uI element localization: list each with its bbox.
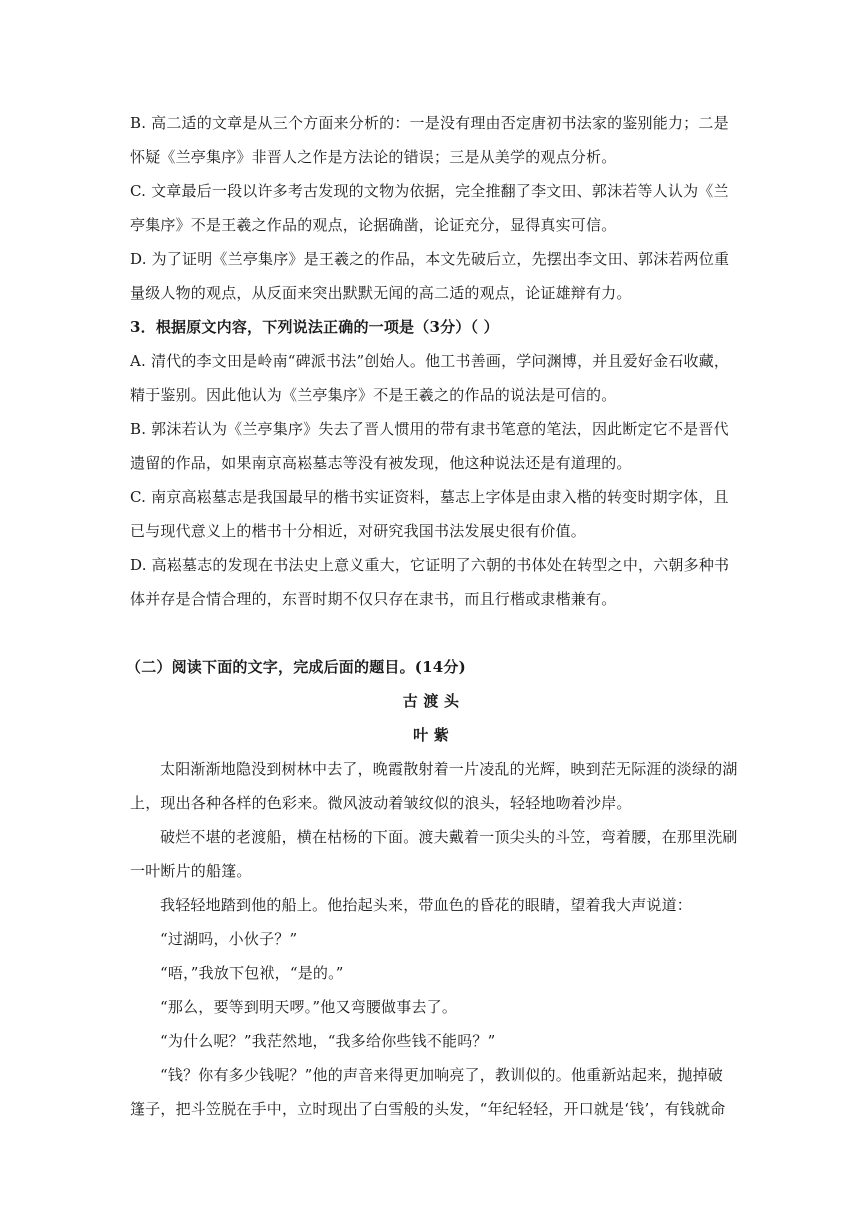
text-line: 体并存是合情合理的，东晋时期不仅只存在隶书，而且行楷或隶楷兼有。 [130, 590, 617, 608]
text-line: D. 为了证明《兰亭集序》是王羲之的作品，本文先破后立，先摆出李文田、郭沫若两位重 [130, 250, 730, 268]
story-author: 叶 紫 [413, 726, 449, 744]
story-paragraph [130, 1058, 732, 1126]
text-line: D. 高崧墓志的发现在书法史上意义重大，它证明了六朝的书体处在转型之中，六朝多种书 [130, 556, 730, 574]
text-line: 上，现出各种各样的色彩来。微风波动着皱纹似的浪头，轻轻地吻着沙岸。 [130, 794, 632, 812]
text-line: A. 清代的李文田是岭南“碑派书法”创始人。他工书善画，学问渊博，并且爱好金石收藏， [130, 352, 730, 370]
text-line: 太阳渐渐地隐没到树林中去了，晚霞散射着一片凌乱的光辉，映到茫无际涯的淡绿的湖 [160, 760, 738, 778]
text-line: “钱？你有多少钱呢？”他的声音来得更加响亮了，教训似的。他重新站起来，抛掉破 [160, 1066, 723, 1084]
text-line: 破烂不堪的老渡船，横在枯杨的下面。渡夫戴着一顶尖头的斗笠，弯着腰，在那里洗刷 [160, 828, 738, 846]
section-heading: （二）阅读下面的文字，完成后面的题目。(14分) [126, 658, 466, 676]
text-line: B. 郭沫若认为《兰亭集序》失去了晋人惯用的带有隶书笔意的笔法，因此断定它不是晋代 [130, 420, 729, 438]
dialogue-line: “那么，要等到明天啰。”他又弯腰做事去了。 [160, 998, 458, 1016]
text-line: 遗留的作品，如果南京高崧墓志等没有被发现，他这种说法还是有道理的。 [130, 454, 632, 472]
text-line: 怀疑《兰亭集序》非晋人之作是方法论的错误；三是从美学的观点分析。 [130, 148, 617, 166]
q3-option-d [130, 548, 732, 616]
story-paragraph [130, 820, 738, 888]
q3-option-b [130, 412, 732, 480]
story-paragraph: 我轻轻地踏到他的船上。他抬起头来，带血色的昏花的眼睛，望着我大声说道： [160, 896, 693, 914]
q3-option-c [130, 480, 732, 548]
q3-option-a [130, 344, 732, 412]
text-line: 一叶断片的船篷。 [130, 862, 252, 880]
text-line: C. 文章最后一段以许多考古发现的文物为依据，完全推翻了李文田、郭沫若等人认为《兰 [130, 182, 729, 200]
document-content [126, 106, 738, 1126]
dialogue-line: “为什么呢？”我茫然地，“我多给你些钱不能吗？” [160, 1032, 496, 1050]
text-line: 已与现代意义上的楷书十分相近，对研究我国书法发展史很有价值。 [130, 522, 587, 540]
story-paragraph [130, 752, 738, 820]
q2-option-b [130, 106, 732, 174]
q2-option-d [130, 242, 732, 310]
text-line: B. 高二适的文章是从三个方面来分析的：一是没有理由否定唐初书法家的鉴别能力；二是 [130, 114, 729, 132]
spacer [130, 616, 732, 650]
text-line: C. 南京高崧墓志是我国最早的楷书实证资料，墓志上字体是由隶入楷的转变时期字体，且 [130, 488, 729, 506]
question-3-stem: 3．根据原文内容，下列说法正确的一项是（3分）（ ） [130, 318, 499, 336]
text-line: 篷子，把斗笠脱在手中，立时现出了白雪般的头发，“年纪轻轻，开口就是‘钱’，有钱就命 [130, 1100, 726, 1118]
text-line: 精于鉴别。因此他认为《兰亭集序》不是王羲之的作品的说法是可信的。 [130, 386, 617, 404]
text-line: 亭集序》不是王羲之作品的观点，论据确凿，论证充分，显得真实可信。 [130, 216, 617, 234]
text-line: 量级人物的观点，从反面来突出默默无闻的高二适的观点，论证雄辩有力。 [130, 284, 632, 302]
story-title: 古 渡 头 [402, 692, 460, 710]
dialogue-line: “过湖吗，小伙子？” [160, 930, 298, 948]
q2-option-c [130, 174, 732, 242]
dialogue-line: “唔，”我放下包袱，“是的。” [160, 964, 344, 982]
